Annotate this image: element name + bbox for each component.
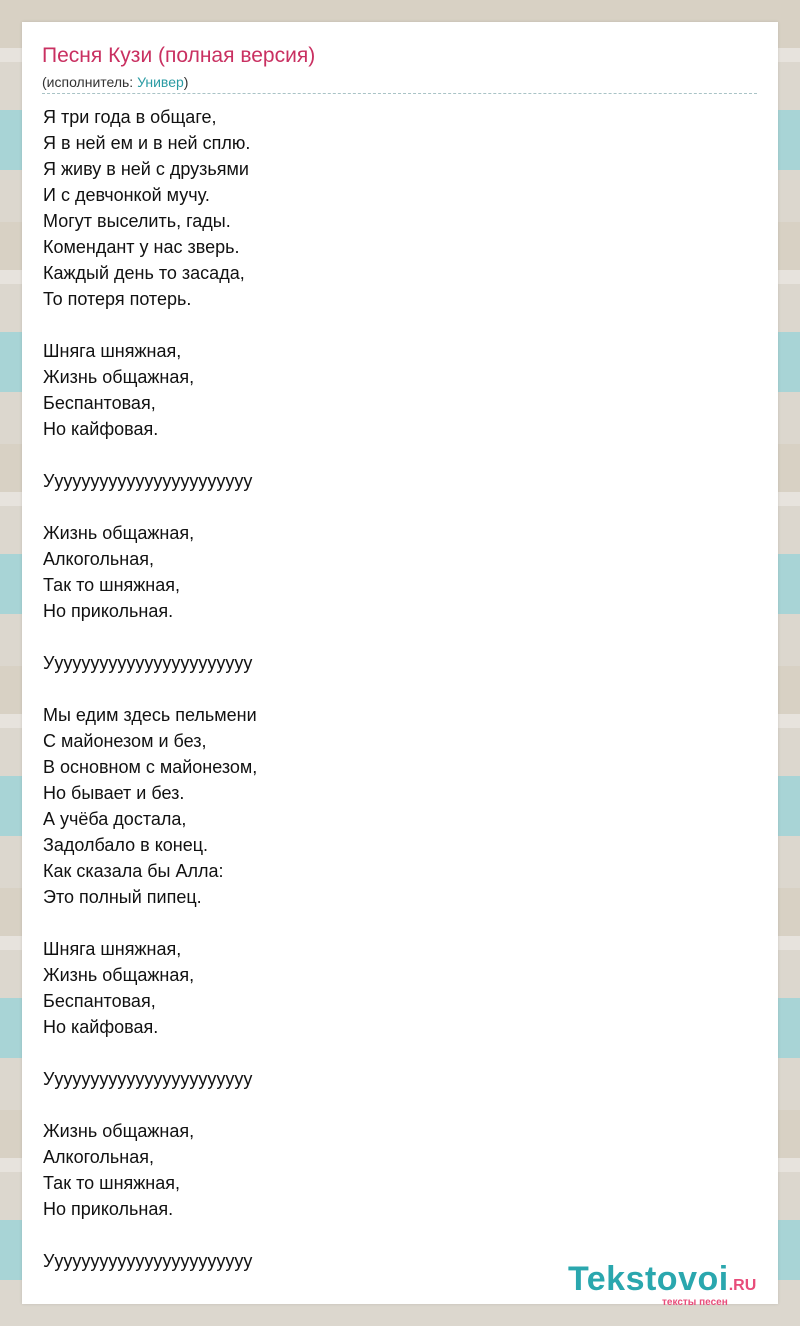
lyrics-line: Жизнь общажная, [43,1121,195,1141]
lyrics-blank-line [43,1092,743,1118]
lyrics-line: Я живу в ней с друзьями [43,159,249,179]
lyrics-line: Комендант у нас зверь. [43,237,240,257]
lyrics-line: Ууууууууууууууууууууууу [43,1251,253,1271]
lyrics-blank-line [43,676,743,702]
lyrics-line: Задолбало в конец. [43,835,209,855]
lyrics-line: Шняга шняжная, [43,939,182,959]
site-logo[interactable] [568,1260,757,1308]
lyrics-line: Так то шняжная, [43,575,180,595]
song-title: Песня Кузи (полная версия) [42,44,316,67]
lyrics-blank-line [43,910,743,936]
lyrics-line: Шняга шняжная, [43,341,182,361]
lyrics-line: Беспантовая, [43,393,156,413]
lyrics-line: Мы едим здесь пельмени [43,705,257,725]
lyrics-line: Но кайфовая. [43,1017,159,1037]
lyrics-line: Я три года в общаге, [43,107,217,127]
lyrics-line: Это полный пипец. [43,887,202,907]
lyrics-line: Но кайфовая. [43,419,159,439]
artist-credit [42,74,188,90]
lyrics-page [22,22,778,1308]
lyrics-line: А учёба достала, [43,809,187,829]
lyrics-line: Ууууууууууууууууууууууу [43,1069,253,1089]
lyrics-line: То потеря потерь. [43,289,192,309]
lyrics-line: Ууууууууууууууууууууууу [43,471,253,491]
lyrics-line: Я в ней ем и в ней сплю. [43,133,251,153]
lyrics-line: Но бывает и без. [43,783,185,803]
lyrics-line: Но прикольная. [43,1199,174,1219]
artist-prefix: (исполнитель: [42,74,138,90]
logo-tld: .RU [728,1277,757,1294]
lyrics-line: Как сказала бы Алла: [43,861,224,881]
artist-suffix: ) [183,74,189,90]
lyrics-line: И с девчонкой мучу. [43,185,210,205]
lyrics-line: Жизнь общажная, [43,523,195,543]
lyrics-blank-line [43,312,743,338]
logo-wordmark: Tekstovoi [568,1260,729,1298]
lyrics-blank-line [43,442,743,468]
lyrics-line: Ууууууууууууууууууууууу [43,653,253,673]
lyrics-line: В основном с майонезом, [43,757,258,777]
lyrics-text [43,104,743,1274]
lyrics-blank-line [43,1040,743,1066]
lyrics-line: Алкогольная, [43,1147,154,1167]
lyrics-line: Каждый день то засада, [43,263,245,283]
logo-tagline: тексты песен [662,1297,728,1308]
lyrics-line: Алкогольная, [43,549,154,569]
lyrics-blank-line [43,494,743,520]
lyrics-blank-line [43,624,743,650]
lyrics-line: Жизнь общажная, [43,367,195,387]
lyrics-line: Жизнь общажная, [43,965,195,985]
lyrics-line: Но прикольная. [43,601,174,621]
artist-link[interactable]: Универ [137,74,184,90]
lyrics-line: Так то шняжная, [43,1173,180,1193]
lyrics-line: Беспантовая, [43,991,156,1011]
header-divider [42,93,757,94]
lyrics-line: С майонезом и без, [43,731,207,751]
lyrics-line: Могут выселить, гады. [43,211,231,231]
lyrics-blank-line [43,1222,743,1248]
